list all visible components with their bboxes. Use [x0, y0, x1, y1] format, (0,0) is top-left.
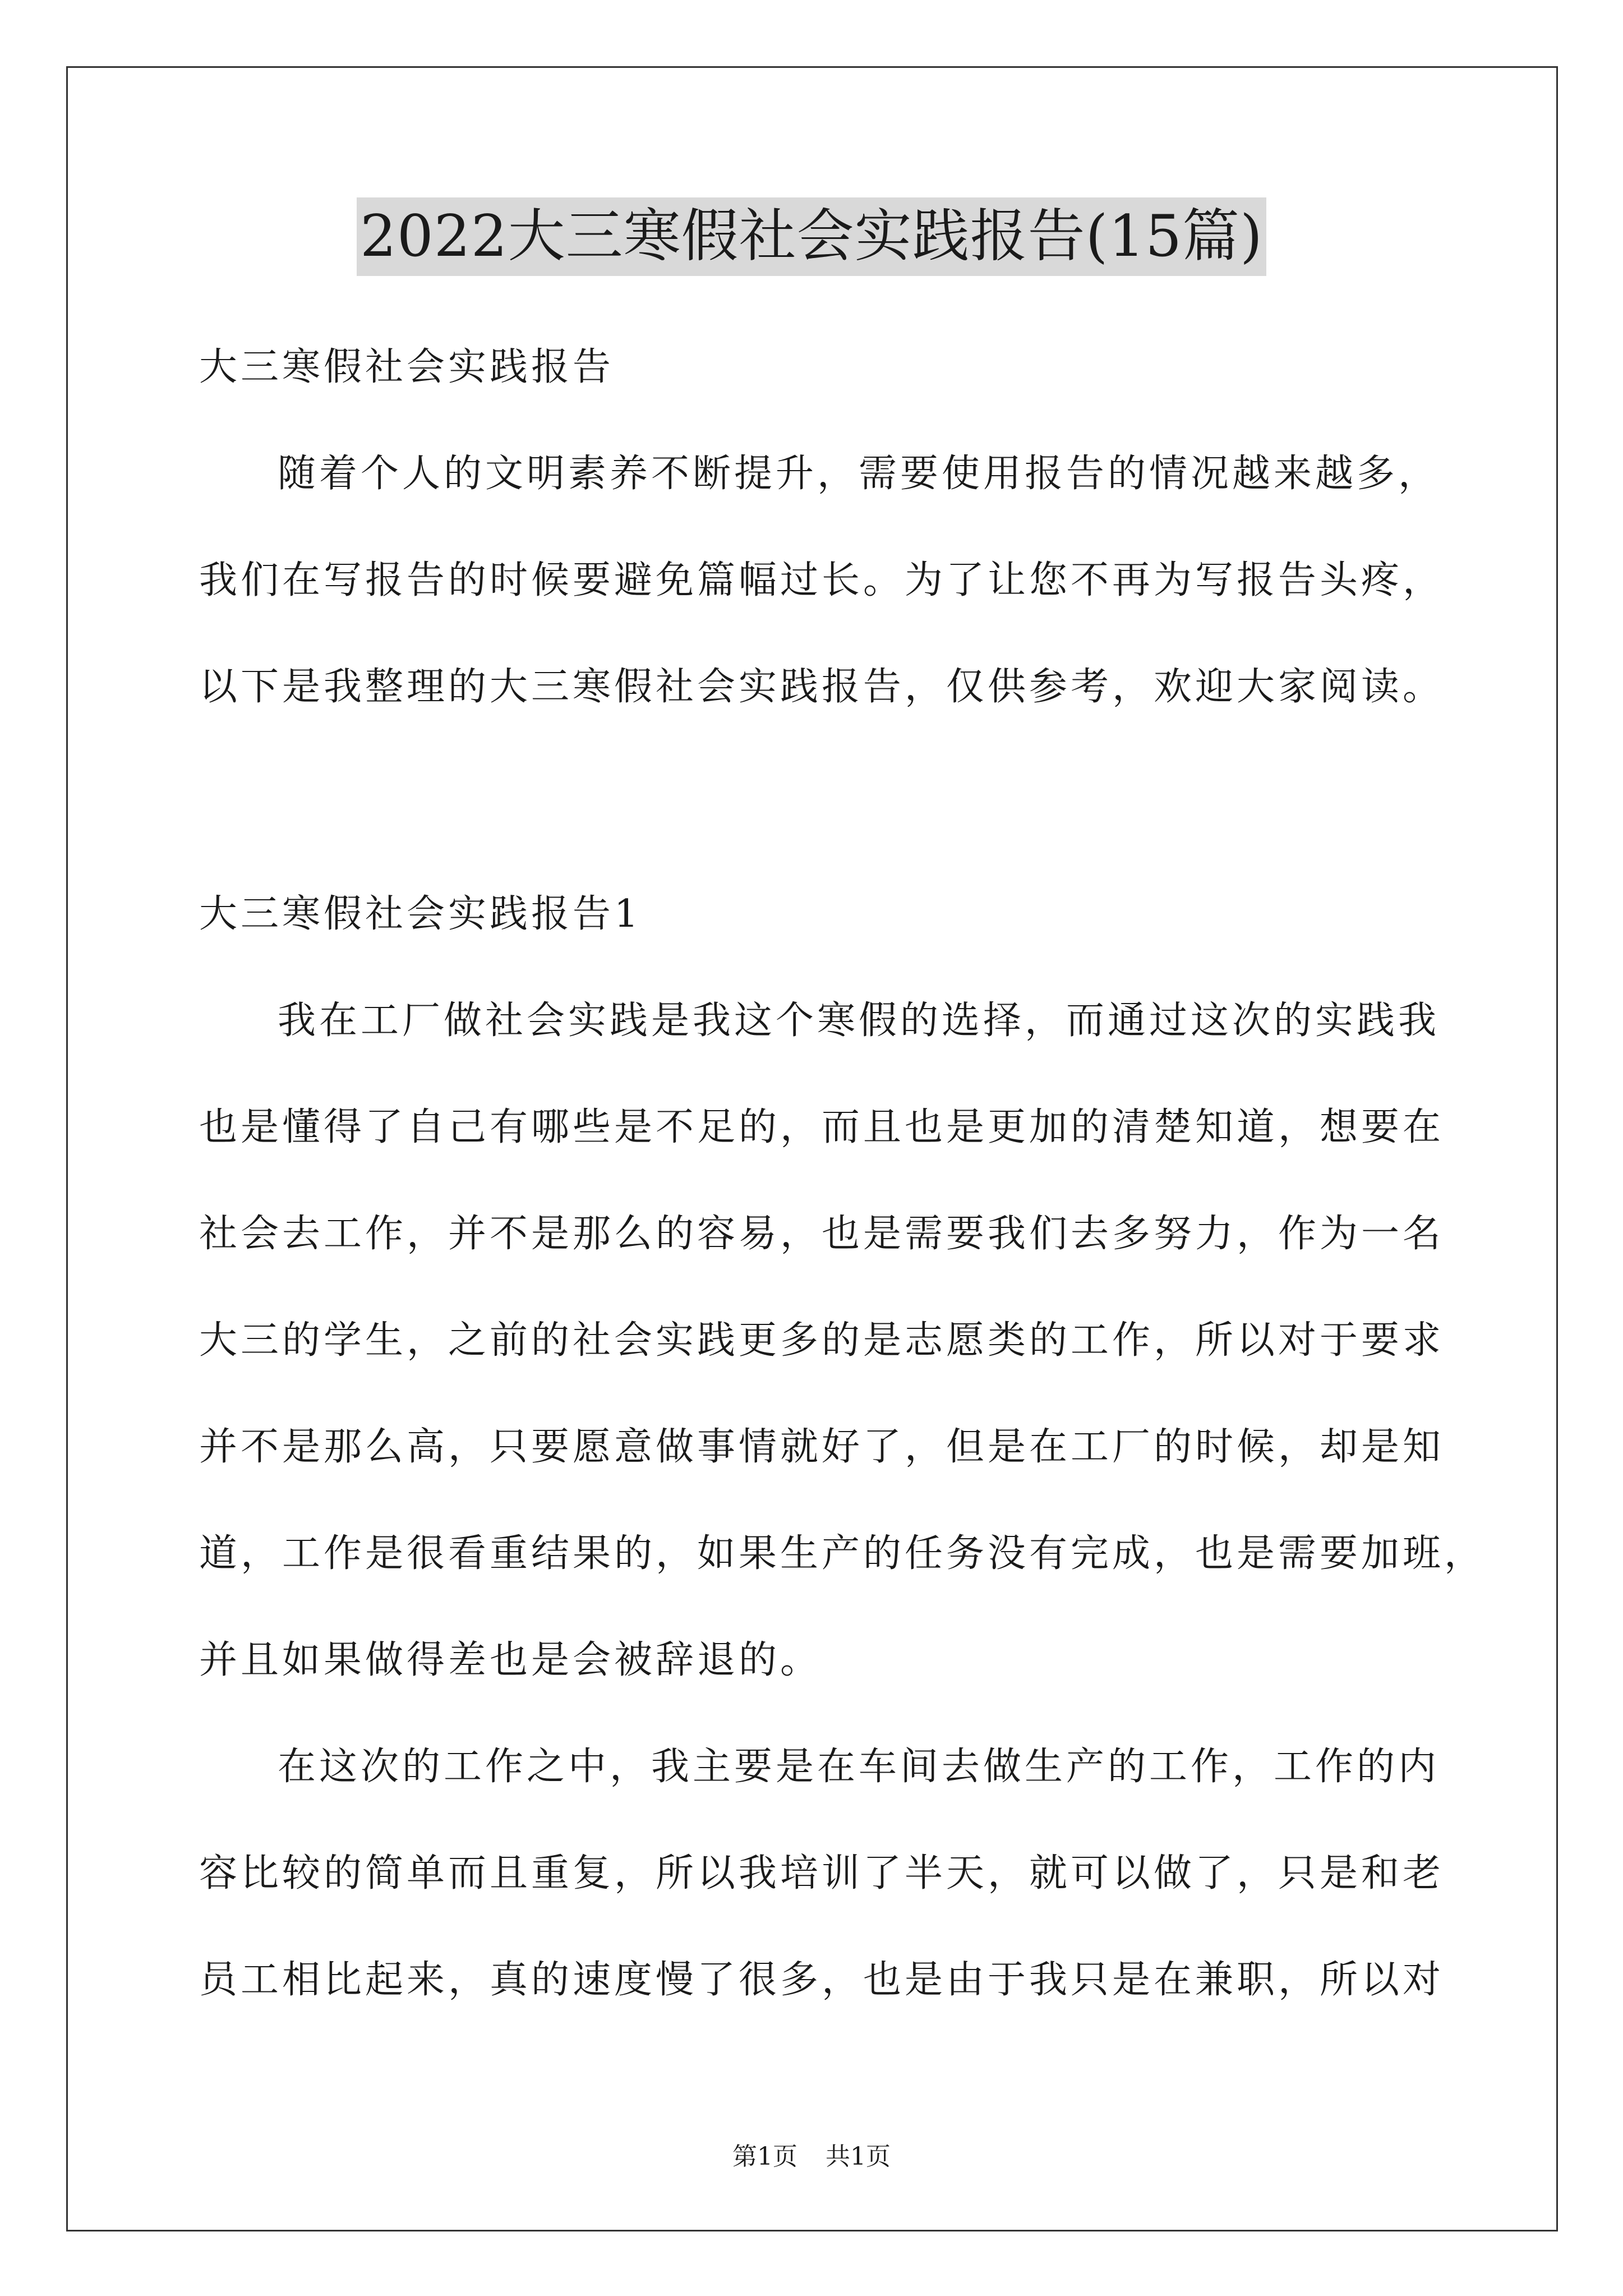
page-footer	[0, 2140, 1623, 2174]
document-body	[199, 314, 1445, 740]
paragraph-line: 大三的学生，之前的社会实践更多的是志愿类的工作，所以对于要求	[199, 1318, 1445, 1363]
paragraph-line: 容比较的简单而且重复，所以我培训了半天，就可以做了，只是和老	[199, 1851, 1445, 1895]
paragraph-line: 道，工作是很看重结果的，如果生产的任务没有完成，也是需要加班，	[199, 1531, 1486, 1576]
document-title: 2022大三寒假社会实践报告(15篇)	[357, 197, 1266, 276]
paragraph-line: 并且如果做得差也是会被辞退的。	[199, 1638, 822, 1682]
paragraph-line: 在这次的工作之中，我主要是在车间去做生产的工作，工作的内	[278, 1745, 1440, 1789]
paragraph-line: 并不是那么高，只要愿意做事情就好了，但是在工厂的时候，却是知	[199, 1425, 1445, 1469]
intro-line: 以下是我整理的大三寒假社会实践报告，仅供参考，欢迎大家阅读。	[199, 665, 1445, 709]
document-body-section-1	[199, 861, 1486, 2033]
page-number-current: 第1页	[732, 2142, 797, 2171]
intro-line: 我们在写报告的时候要避免篇幅过长。为了让您不再为写报告头疼，	[199, 558, 1445, 602]
title-block	[0, 197, 1623, 276]
section-heading-intro: 大三寒假社会实践报告	[199, 345, 615, 389]
paragraph-line: 我在工厂做社会实践是我这个寒假的选择，而通过这次的实践我	[278, 999, 1440, 1043]
page-number-total: 共1页	[826, 2142, 891, 2171]
section-heading-1: 大三寒假社会实践报告1	[199, 892, 642, 936]
paragraph-line: 员工相比起来，真的速度慢了很多，也是由于我只是在兼职，所以对	[199, 1958, 1445, 2002]
paragraph-line: 社会去工作，并不是那么的容易，也是需要我们去多努力，作为一名	[199, 1212, 1445, 1256]
intro-line: 随着个人的文明素养不断提升，需要使用报告的情况越来越多，	[278, 452, 1440, 496]
paragraph-line: 也是懂得了自己有哪些是不足的，而且也是更加的清楚知道，想要在	[199, 1105, 1445, 1149]
